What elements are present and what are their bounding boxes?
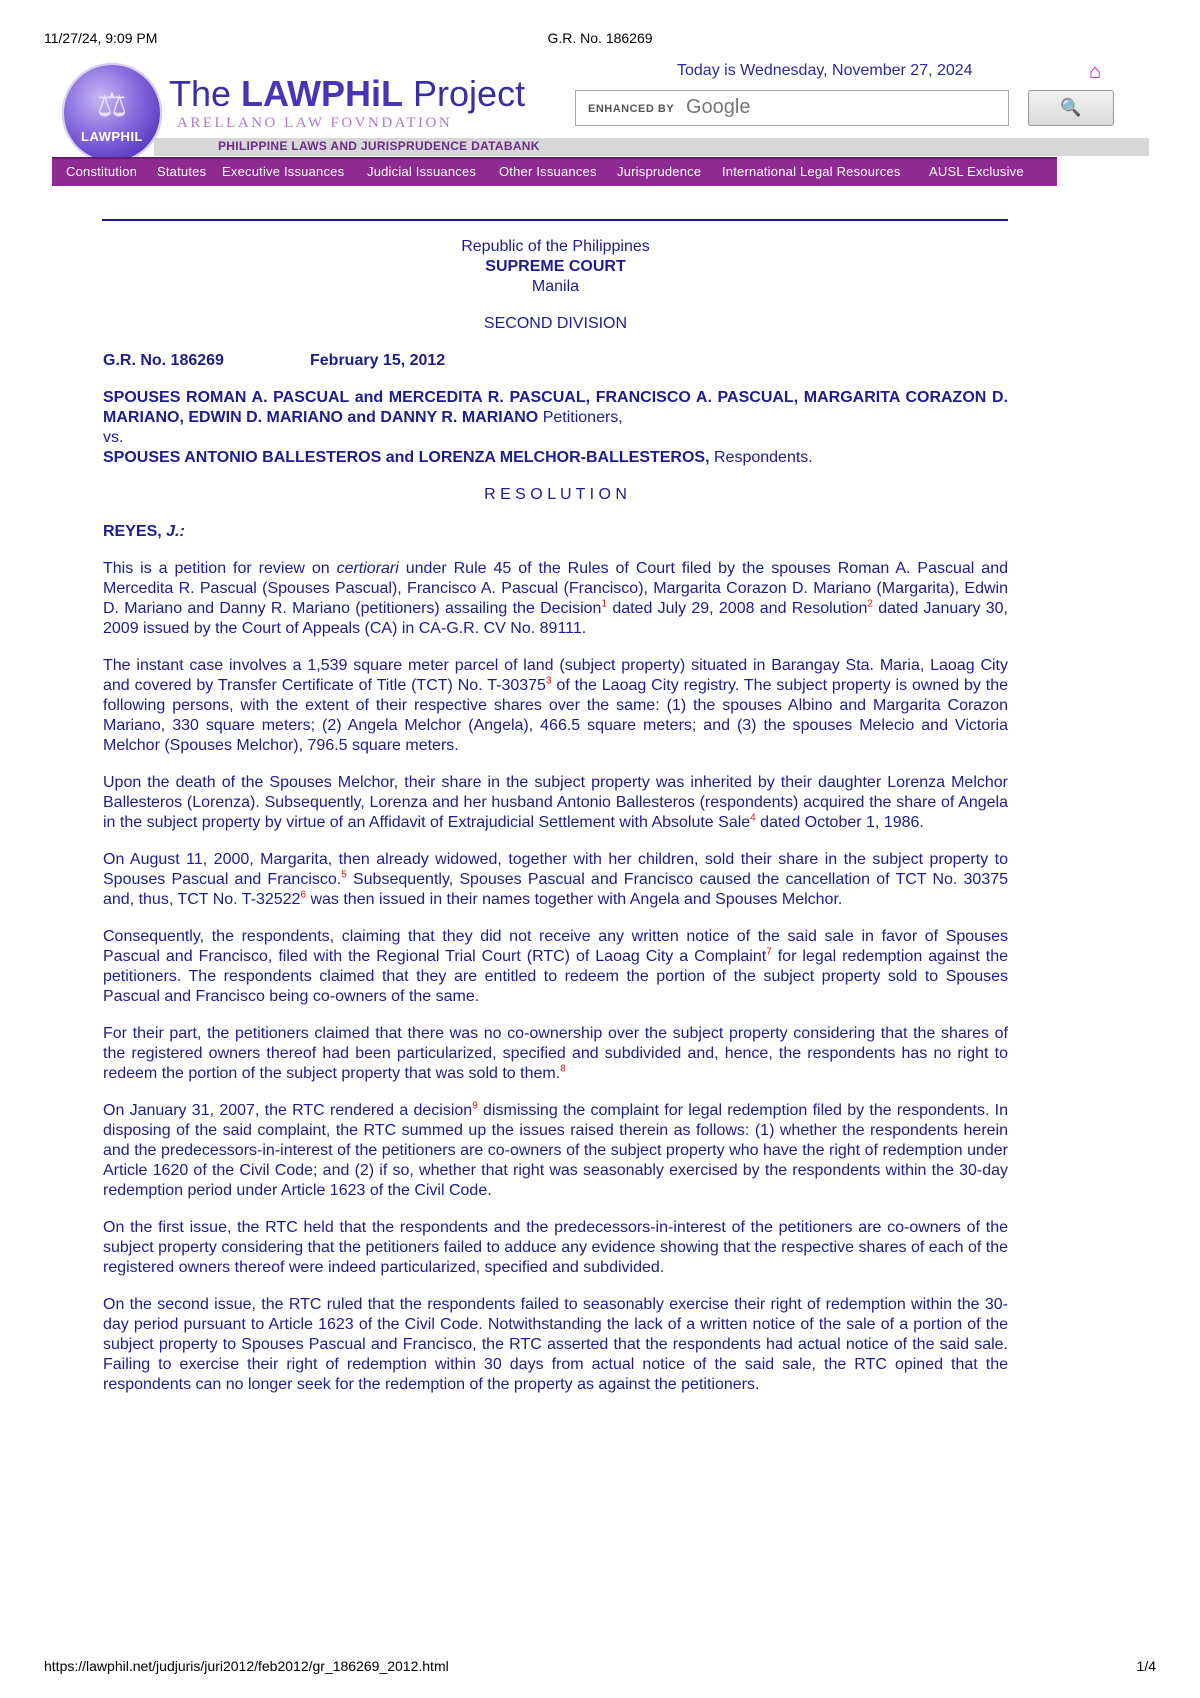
p1-certiorari: certiorari — [336, 560, 399, 577]
versus: vs. — [103, 429, 124, 446]
petitioners-block — [103, 388, 1008, 428]
brand-suffix: Project — [403, 73, 526, 114]
footnote-5[interactable]: 5 — [341, 869, 347, 881]
search-input[interactable] — [575, 90, 1009, 126]
footnote-9[interactable]: 9 — [472, 1100, 478, 1112]
petitioners-names: SPOUSES ROMAN A. PASCUAL and MERCEDITA R. PASCUAL, FRANCISCO A. PASCUAL, MARGARITA CORAZON D. MARIANO, EDWIN D. MARIANO and DANNY R. MARIANO — [103, 389, 1008, 426]
p3-text-b: dated October 1, 1986. — [755, 814, 924, 831]
search-icon: 🔍 — [1060, 98, 1082, 117]
ponente-name: REYES, — [103, 523, 167, 540]
search-button[interactable] — [1028, 90, 1114, 126]
decision-date: February 15, 2012 — [310, 352, 446, 369]
footnote-2[interactable]: 2 — [867, 598, 873, 610]
gr-number: G.R. No. 186269 — [103, 352, 224, 369]
print-page-number: 1/4 — [1136, 1658, 1156, 1674]
lawphil-logo[interactable] — [62, 63, 162, 163]
nav-ausl-exclusive[interactable]: AUSL Exclusive — [929, 164, 1024, 179]
logo-text: LAWPHIL — [81, 129, 143, 144]
resolution-heading: R E S O L U T I O N — [484, 486, 627, 503]
footnote-4[interactable]: 4 — [750, 812, 756, 824]
footnote-8[interactable]: 8 — [560, 1063, 566, 1075]
p5-text-a: Consequently, the respondents, claiming that they did not receive any written notice of the said sale in favor of Spouses Pascual and Francisco, filed with the Regional Trial Court (RTC) of Laoag City a Complaint — [103, 928, 1008, 965]
databank-strip — [154, 138, 1149, 156]
nav-constitution[interactable]: Constitution — [66, 164, 138, 179]
p4-text-c: was then issued in their names together with Angela and Spouses Melchor. — [306, 891, 843, 908]
print-url: https://lawphil.net/judjuris/juri2012/feb2012/gr_186269_2012.html — [44, 1658, 449, 1674]
nav-statutes[interactable]: Statutes — [157, 164, 207, 179]
division-heading: SECOND DIVISION — [483, 315, 628, 332]
nav-judicial-issuances[interactable]: Judicial Issuances — [367, 164, 477, 179]
nav-international-legal-resources[interactable]: International Legal Resources — [722, 164, 901, 179]
footnote-1[interactable]: 1 — [601, 598, 608, 610]
respondents-label: Respondents. — [709, 449, 813, 466]
header-divider — [102, 219, 1008, 221]
p5-text-b: for legal redemption against the petitioners. The respondents claimed that they are entitled to redeem the portion of the subject property sold to Spouses Pascual and Francisco being co-owners of the same. — [103, 948, 1008, 1005]
footnote-7[interactable]: 7 — [766, 946, 772, 958]
print-header — [44, 30, 1156, 50]
p4-text-a: On August 11, 2000, Margarita, then already widowed, together with her children, sold their share in the subject property to Spouses Pascual and Francisco. — [103, 851, 1008, 888]
print-footer — [44, 1658, 1156, 1678]
p7-text-b: dismissing the complaint for legal redemption filed by the respondents. In disposing of the said complaint, the RTC summed up the issues raised therein as follows: (1) whether the respondents herein and the predecessors-in-interest of the petitioners are co-owners of the subject property who have the right of redemption under Article 1620 of the Civil Code; and (2) if so, whether that right was seasonably exercised by the respondents within the 30-day redemption period under Article 1623 of the Civil Code. — [103, 1102, 1009, 1199]
brand-prefix: The — [169, 73, 242, 114]
respondents-names: SPOUSES ANTONIO BALLESTEROS and LORENZA MELCHOR-BALLESTEROS, — [103, 449, 710, 466]
paragraph-1 — [103, 559, 1008, 639]
nav-jurisprudence[interactable]: Jurisprudence — [617, 164, 702, 179]
paragraph-6 — [103, 1024, 1008, 1084]
p1-text-e: dated January 30, 2009 issued by the Court of Appeals (CA) in CA-G.R. CV No. 89111. — [103, 600, 1008, 637]
paragraph-4 — [103, 850, 1008, 910]
p2-text-a: The instant case involves a 1,539 square meter parcel of land (subject property) situated in Barangay Sta. Maria, Laoag City and covered by Transfer Certificate of Title (TCT) No. T-30375 — [103, 657, 1008, 694]
p1-text-c: under Rule 45 of the Rules of Court filed by the spouses Roman A. Pascual and Mercedita R. Pascual (Spouses Pascual), Francisco A. Pascual (Francisco), Margarita Corazon D. Mariano (Margarita), Edwin D. Mariano and Danny R. Mariano (petitioners) assailing the Decision — [103, 560, 1008, 617]
search-enhanced-label: ENHANCED BY — [588, 103, 675, 115]
google-logo: Google — [686, 96, 751, 118]
city-heading: Manila — [531, 278, 580, 295]
case-number-line — [103, 351, 1008, 371]
paragraph-5 — [103, 927, 1008, 1007]
p1-text-d: dated July 29, 2008 and Resolution — [607, 600, 868, 617]
print-title: G.R. No. 186269 — [547, 30, 653, 46]
p6-text-a: For their part, the petitioners claimed that there was no co-ownership over the subject property considering that the shares of the registered owners thereof had been particularized, specified and subdivided and, hence, the respondents has no right to redeem the portion of the subject property that was sold to them. — [103, 1025, 1008, 1082]
footnote-6[interactable]: 6 — [300, 889, 307, 901]
petitioners-label: Petitioners, — [538, 409, 623, 426]
p3-text-a: Upon the death of the Spouses Melchor, their share in the subject property was inherited by their daughter Lorenza Melchor Ballesteros (Lorenza). Subsequently, Lorenza and her husband Antonio Ballesteros (respondents) acquired the share of Angela in the subject property by virtue of an Affidavit of Extrajudicial Settlement with Absolute Sale — [103, 774, 1008, 831]
footnote-3[interactable]: 3 — [545, 675, 552, 687]
brand-bold: LAWPHiL — [241, 73, 404, 114]
site-title[interactable] — [169, 74, 525, 114]
main-nav — [52, 157, 1057, 186]
scales-of-justice-icon: ⚖ — [96, 86, 128, 124]
paragraph-9: On the second issue, the RTC ruled that the respondents failed to seasonably exercise their right of redemption within the 30-day period pursuant to Article 1623 of the Civil Code. Notwithstanding the lack of a written notice of the sale of a portion of the subject property to Spouses Pascual and Francisco, the RTC asserted that the respondents had actual notice of the said sale. Failing to exercise their right of redemption within 30 days from actual notice of the said sale, the RTC opined that the respondents can no longer seek for the redemption of the property as against the petitioners. — [103, 1296, 1008, 1393]
p1-text-a: This is a petition for review on — [103, 560, 337, 577]
today-date: Today is Wednesday, November 27, 2024 — [677, 62, 973, 79]
paragraph-8: On the first issue, the RTC held that the respondents and the predecessors-in-interest of the petitioners are co-owners of the subject property considering that the petitioners failed to adduce any evidence showing that the respective shares of each of the registered owners thereof were indeed particularized, specified and subdivided. — [103, 1219, 1008, 1276]
ponente — [103, 522, 1008, 542]
respondents-block — [103, 448, 1008, 468]
paragraph-7 — [103, 1101, 1008, 1201]
home-icon[interactable]: ⌂ — [1089, 61, 1102, 83]
nav-executive-issuances[interactable]: Executive Issuances — [222, 164, 345, 179]
republic-heading: Republic of the Philippines — [461, 238, 650, 255]
p7-text-a: On January 31, 2007, the RTC rendered a decision — [103, 1102, 473, 1119]
print-date: 11/27/24, 9:09 PM — [44, 30, 158, 46]
p2-text-b: of the Laoag City registry. The subject property is owned by the following persons, with the extent of their respective shares over the same: (1) the spouses Albino and Margarita Corazon Mariano, 330 square meters; (2) Angela Melchor (Angela), 466.5 square meters; and (3) the spouses Melecio and Victoria Melchor (Spouses Melchor), 796.5 square meters. — [103, 677, 1009, 754]
paragraph-3 — [103, 773, 1008, 833]
p4-text-b: Subsequently, Spouses Pascual and Francisco caused the cancellation of TCT No. 30375 and, thus, TCT No. T-32522 — [103, 871, 1009, 908]
databank-label: PHILIPPINE LAWS AND JURISPRUDENCE DATABANK — [218, 139, 540, 153]
court-heading: SUPREME COURT — [485, 258, 626, 275]
paragraph-2 — [103, 656, 1008, 756]
foundation-name: ARELLANO LAW FOVNDATION — [177, 115, 453, 131]
decision-document — [103, 237, 1008, 1395]
nav-other-issuances[interactable]: Other Issuances — [499, 164, 597, 179]
ponente-title: J.: — [166, 523, 185, 540]
